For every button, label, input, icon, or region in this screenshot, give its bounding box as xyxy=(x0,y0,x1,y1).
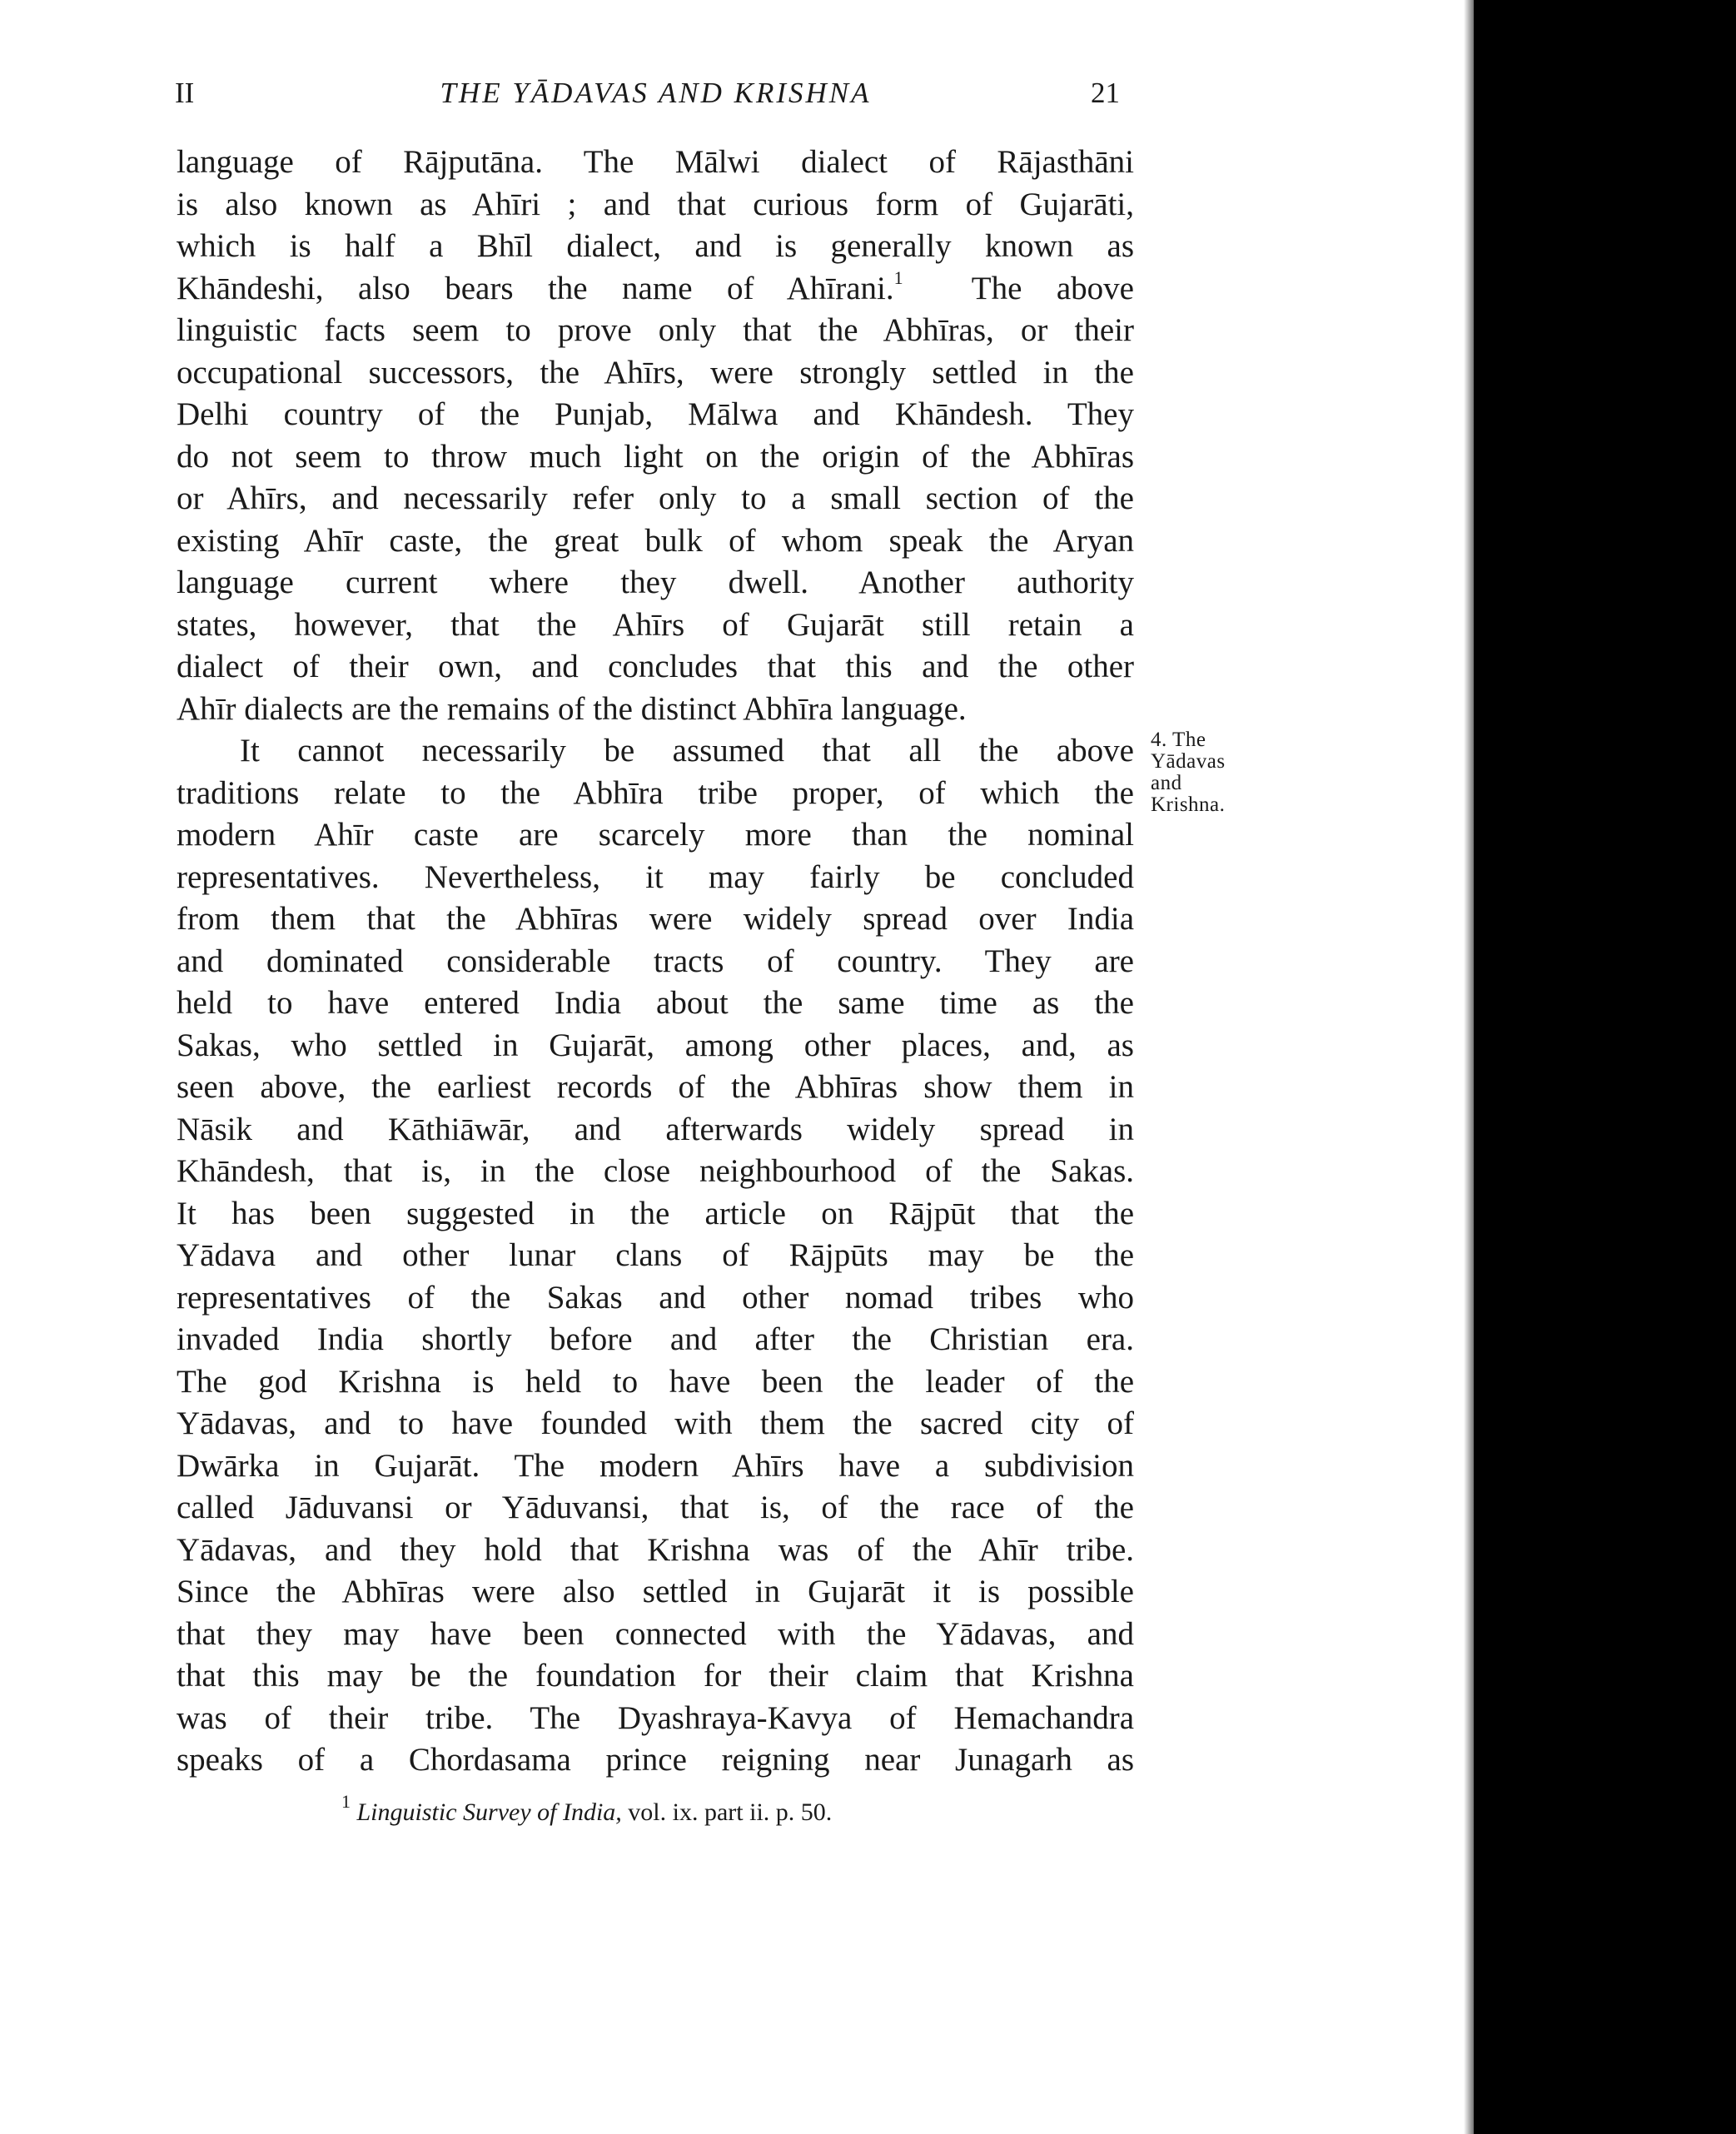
margin-note-line: Yādavas xyxy=(1151,750,1226,773)
text-line: It has been suggested in the article on Rājpūt that the xyxy=(177,1195,1134,1231)
text-line: Nāsik and Kāthiāwār, and afterwards widely spread in xyxy=(177,1111,1134,1147)
text-line: existing Ahīr caste, the great bulk of whom speak the Aryan xyxy=(177,522,1134,559)
margin-note-line: and xyxy=(1151,772,1182,794)
text-line: was of their tribe. The Dyashraya-Kavya of Hemachandra xyxy=(177,1699,1134,1736)
text-line: is also known as Ahīri ; and that curious form of Gujarāti, xyxy=(177,186,1134,222)
text-line: Since the Abhīras were also settled in Gujarāt it is possible xyxy=(177,1574,1134,1609)
text-line: Yādava and other lunar clans of Rājpūts may be the xyxy=(177,1237,1134,1273)
footnote-reference: 1 xyxy=(893,266,903,288)
text-line: invaded India shortly before and after the Christian era. xyxy=(177,1321,1134,1357)
text-line: from them that the Abhīras were widely spread over India xyxy=(177,901,1134,937)
text-segment: The above xyxy=(903,270,1134,306)
text-line: Sakas, who settled in Gujarāt, among other places, and, as xyxy=(177,1027,1134,1063)
text-line: language of Rājputāna. The Mālwi dialect of Rājasthāni xyxy=(177,144,1134,180)
footnote-citation-rest: vol. ix. part ii. p. 50. xyxy=(621,1798,833,1826)
text-line: Khāndesh, that is, in the close neighbourhood of the Sakas. xyxy=(177,1153,1134,1189)
body-text xyxy=(177,142,1134,1782)
text-line: that this may be the foundation for their claim that Krishna xyxy=(177,1658,1134,1694)
text-line: Yādavas, and to have founded with them the sacred city of xyxy=(177,1405,1134,1441)
text-line: and dominated considerable tracts of country. They are xyxy=(177,943,1134,979)
scan-edge-black-bar xyxy=(1474,0,1736,2134)
text-line: held to have entered India about the same time as the xyxy=(177,985,1134,1021)
text-line: that they may have been connected with the Yādavas, and xyxy=(177,1615,1134,1652)
text-line xyxy=(177,268,1134,311)
text-line: The god Krishna is held to have been the leader of the xyxy=(177,1363,1134,1400)
text-line: do not seem to throw much light on the origin of the Abhīras xyxy=(177,438,1134,475)
text-line: It cannot necessarily be assumed that all the above xyxy=(240,733,1134,769)
text-line: Yādavas, and they hold that Krishna was of the Ahīr tribe. xyxy=(177,1531,1134,1568)
chapter-number: II xyxy=(175,77,195,109)
footnote-marker: 1 xyxy=(341,1791,351,1812)
text-line: seen above, the earliest records of the Abhīras show them in xyxy=(177,1069,1134,1105)
text-line: or Ahīrs, and necessarily refer only to a small section of the xyxy=(177,480,1134,516)
footnote xyxy=(341,1791,1091,1827)
text-line: linguistic facts seem to prove only that the Abhīras, or their xyxy=(177,312,1134,348)
page-edge-shadow xyxy=(1464,0,1474,2134)
text-line: representatives of the Sakas and other nomad tribes who xyxy=(177,1279,1134,1316)
text-segment: Khāndeshi, also bears the name of Ahīrani. xyxy=(177,270,894,306)
text-line: speaks of a Chordasama prince reigning near Junagarh as xyxy=(177,1742,1134,1778)
text-line: dialect of their own, and concludes that this and the other xyxy=(177,649,1134,684)
footnote-citation-title: Linguistic Survey of India, xyxy=(356,1798,622,1826)
running-title: THE YĀDAVAS AND KRISHNA xyxy=(440,77,872,109)
margin-note xyxy=(1151,729,1267,816)
text-line: representatives. Nevertheless, it may fairly be concluded xyxy=(177,858,1134,895)
text-line: language current where they dwell. Another authority xyxy=(177,565,1134,600)
text-line: which is half a Bhīl dialect, and is generally known as xyxy=(177,228,1134,264)
text-line: modern Ahīr caste are scarcely more than the nominal xyxy=(177,817,1134,853)
text-line: called Jāduvansi or Yāduvansi, that is, of the race of the xyxy=(177,1490,1134,1525)
text-line: Ahīr dialects are the remains of the distinct Abhīra language. xyxy=(177,690,967,727)
page-number: 21 xyxy=(1091,77,1120,109)
text-line: Delhi country of the Punjab, Mālwa and Khāndesh. They xyxy=(177,396,1134,432)
text-line: traditions relate to the Abhīra tribe proper, of which the xyxy=(177,774,1134,811)
margin-note-line: Krishna. xyxy=(1151,793,1226,816)
text-line: Dwārka in Gujarāt. The modern Ahīrs have a subdivision xyxy=(177,1447,1134,1484)
text-line: occupational successors, the Ahīrs, were strongly settled in the xyxy=(177,354,1134,390)
margin-note-line: 4. The xyxy=(1151,729,1206,751)
running-header xyxy=(175,77,1137,118)
text-line: states, however, that the Ahīrs of Gujarāt still retain a xyxy=(177,606,1134,643)
